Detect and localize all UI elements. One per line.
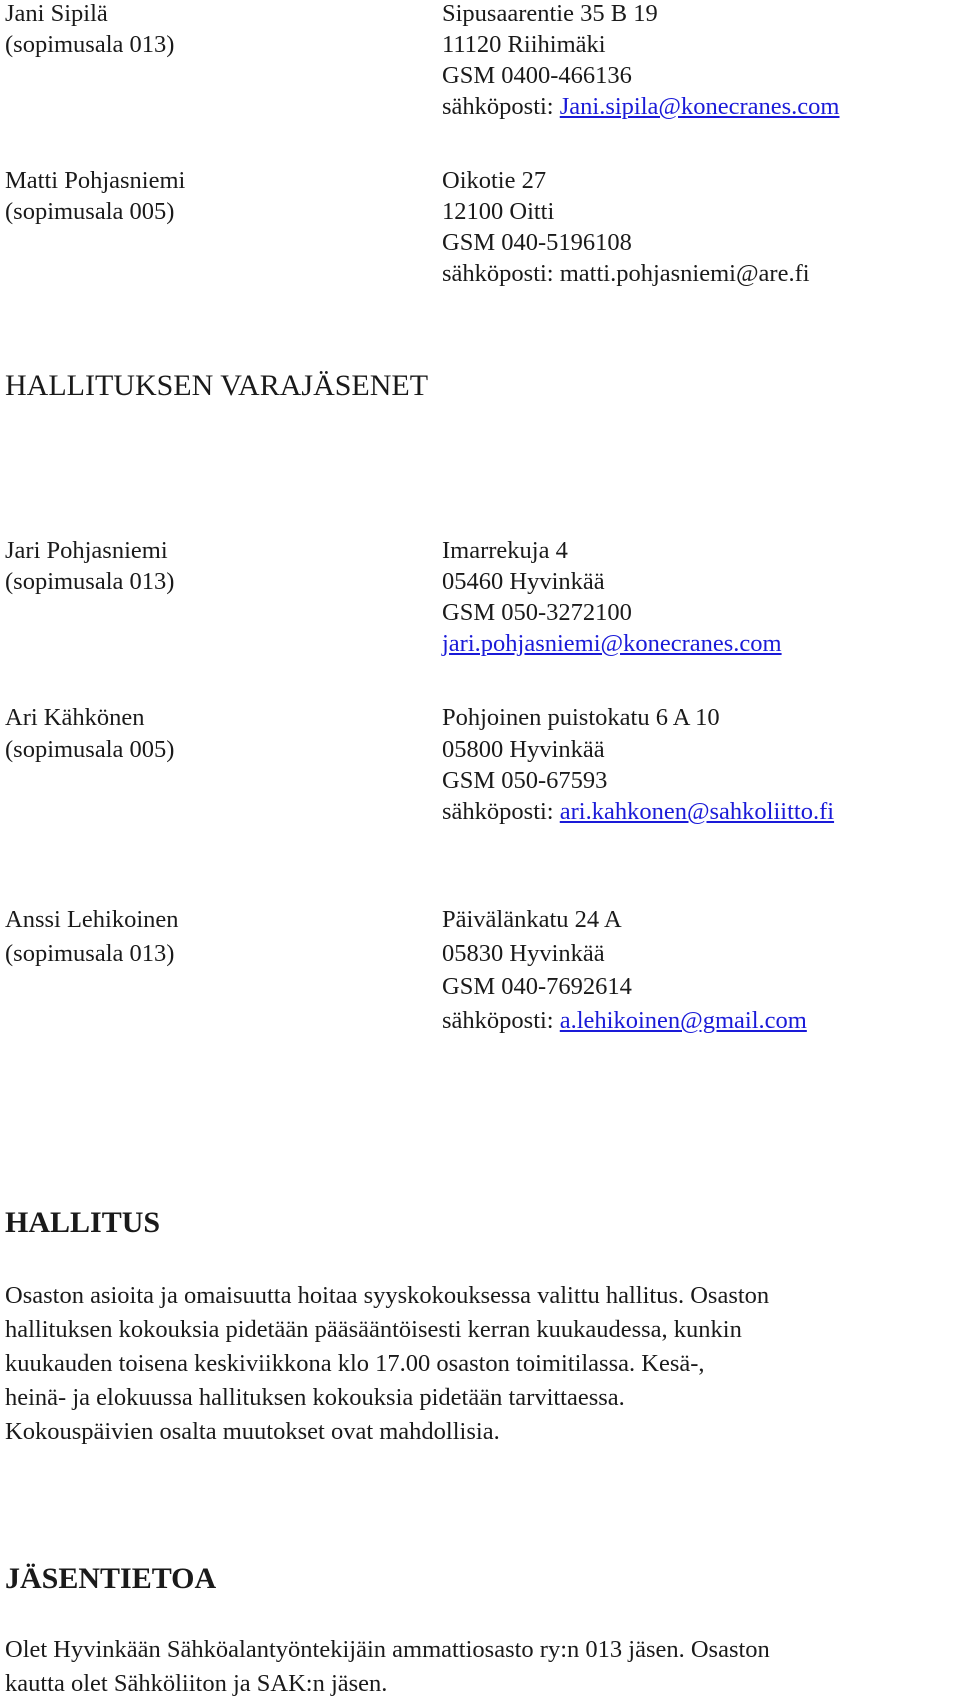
member-street: Sipusaarentie 35 B 19 — [442, 0, 658, 27]
email-link[interactable]: jari.pohjasniemi@konecranes.com — [442, 630, 782, 657]
member-unit: (sopimusala 013) — [5, 31, 175, 58]
member-email-line: sähköposti: matti.pohjasniemi@are.fi — [442, 260, 810, 287]
email-prefix: sähköposti: — [442, 93, 560, 120]
email-prefix: sähköposti: — [442, 798, 560, 825]
email-link[interactable]: ari.kahkonen@sahkoliitto.fi — [559, 798, 835, 825]
member-street: Imarrekuja 4 — [442, 537, 568, 564]
member-name: Ari Kähkönen — [5, 704, 145, 731]
member-unit: (sopimusala 013) — [5, 568, 175, 595]
member-city: 05800 Hyvinkää — [442, 736, 605, 763]
member-city: 05460 Hyvinkää — [442, 568, 605, 595]
member-city: 12100 Oitti — [442, 198, 555, 225]
member-street: Päivälänkatu 24 A — [442, 906, 622, 933]
email-link[interactable]: Jani.sipila@konecranes.com — [559, 93, 840, 120]
member-email-line — [442, 795, 834, 829]
paragraph-line: Olet Hyvinkään Sähköalantyöntekijäin ammattiosasto ry:n 013 jäsen. Osaston — [5, 1636, 770, 1663]
paragraph-line: Osaston asioita ja omaisuutta hoitaa syyskokouksessa valittu hallitus. Osaston — [5, 1282, 770, 1309]
board-paragraph — [5, 1279, 955, 1449]
member-street: Pohjoinen puistokatu 6 A 10 — [442, 704, 720, 731]
section-heading-membership: JÄSENTIETOA — [5, 1562, 217, 1595]
member-name: Jari Pohjasniemi — [5, 537, 168, 564]
section-heading-board: HALLITUS — [5, 1206, 161, 1239]
paragraph-line: kuukauden toisena keskiviikkona klo 17.00 osaston toimitilassa. Kesä-, — [5, 1350, 705, 1377]
paragraph-line: heinä- ja elokuussa hallituksen kokouksia pidetään tarvittaessa. — [5, 1384, 625, 1411]
member-email-line — [442, 627, 782, 661]
member-phone: GSM 040-5196108 — [442, 229, 632, 256]
member-phone: GSM 0400-466136 — [442, 62, 632, 89]
paragraph-line: hallituksen kokouksia pidetään pääsääntöisesti kerran kuukaudessa, kunkin — [5, 1316, 742, 1343]
member-street: Oikotie 27 — [442, 167, 547, 194]
member-email-line — [442, 1004, 807, 1038]
paragraph-line: Kokouspäivien osalta muutokset ovat mahdollisia. — [5, 1418, 500, 1445]
section-heading-deputies: HALLITUKSEN VARAJÄSENET — [5, 369, 429, 402]
member-phone: GSM 050-67593 — [442, 767, 608, 794]
email-link[interactable]: a.lehikoinen@gmail.com — [559, 1007, 807, 1034]
member-phone: GSM 050-3272100 — [442, 599, 632, 626]
member-city: 11120 Riihimäki — [442, 31, 606, 58]
member-email-line — [442, 90, 839, 124]
membership-paragraph — [5, 1633, 955, 1701]
member-name: Jani Sipilä — [5, 0, 108, 27]
member-unit: (sopimusala 013) — [5, 940, 175, 967]
member-unit: (sopimusala 005) — [5, 198, 175, 225]
member-city: 05830 Hyvinkää — [442, 940, 605, 967]
email-prefix: sähköposti: — [442, 1007, 560, 1034]
paragraph-line: kautta olet Sähköliiton ja SAK:n jäsen. — [5, 1670, 388, 1697]
member-phone: GSM 040-7692614 — [442, 973, 632, 1000]
member-name: Anssi Lehikoinen — [5, 906, 179, 933]
member-name: Matti Pohjasniemi — [5, 167, 186, 194]
member-unit: (sopimusala 005) — [5, 736, 175, 763]
